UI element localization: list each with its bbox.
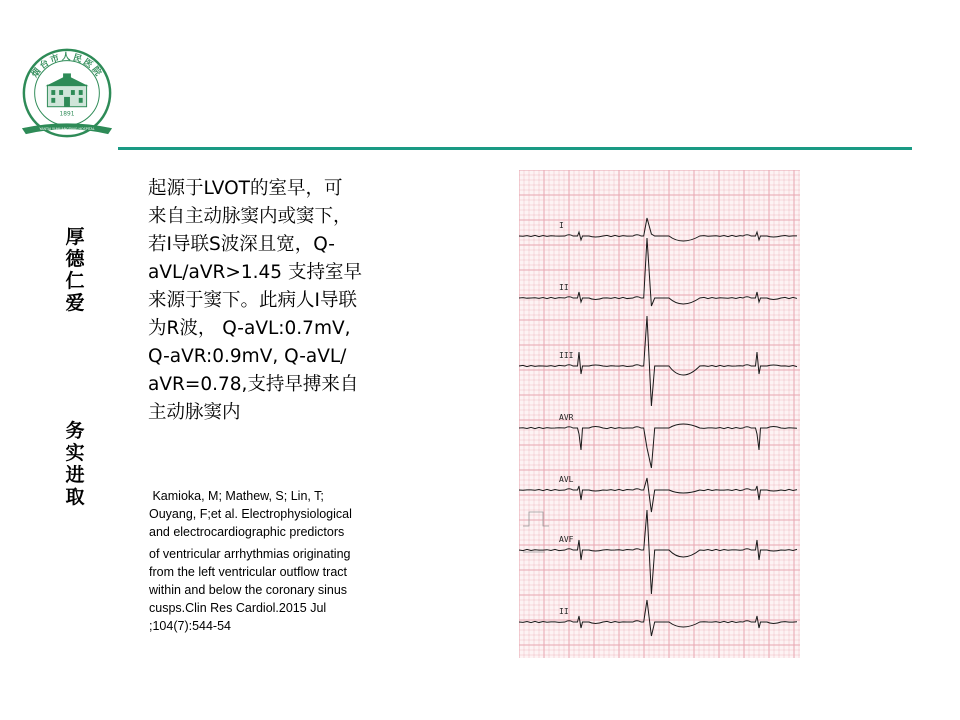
ecg-lead-label: I xyxy=(559,221,564,230)
reference-citation xyxy=(149,487,424,635)
motto-pragmatism xyxy=(62,420,88,508)
ecg-lead-label: III xyxy=(559,351,574,360)
motto-char: 务 xyxy=(65,420,85,442)
motto-char: 厚 xyxy=(65,226,85,248)
main-text-block xyxy=(148,175,432,427)
motto-char: 实 xyxy=(65,442,85,464)
ecg-lead-label: AVL xyxy=(559,475,574,484)
header-divider xyxy=(118,147,912,150)
reference-line: ;104(7):544-54 xyxy=(149,619,232,633)
main-text-line: 来自主动脉窦内或窦下， xyxy=(148,206,352,227)
main-text-line: aVR=0.78,支持早搏来自 xyxy=(148,374,359,395)
reference-line: and electrocardiographic predictors xyxy=(149,525,345,539)
logo-ribbon-text: YANTAI YUHUANGDING HOSPITAL xyxy=(39,127,95,132)
reference-line: Ouyang, F;et al. Electrophysiological xyxy=(149,507,352,521)
ecg-lead-label: AVF xyxy=(559,535,574,544)
ecg-lead-label: II xyxy=(559,607,569,616)
ecg-lead-label: II xyxy=(559,283,569,292)
reference-line: from the left ventricular outflow tract xyxy=(149,565,347,579)
main-text-line: 若I导联S波深且宽，Q- xyxy=(148,234,335,255)
logo-year: 1891 xyxy=(59,111,75,118)
reference-line: of ventricular arrhythmias originating xyxy=(149,547,351,561)
motto-char: 爱 xyxy=(65,292,85,314)
motto-virtue xyxy=(62,226,88,314)
motto-char: 仁 xyxy=(65,270,85,292)
main-text-line: 为R波， Q-aVL:0.7mV, xyxy=(148,318,351,339)
motto-char: 进 xyxy=(65,464,85,486)
reference-line: cusps.Clin Res Cardiol.2015 Jul xyxy=(149,601,327,615)
logo-arc-text: 烟台市人民医院 xyxy=(30,52,104,80)
hospital-logo xyxy=(18,44,116,142)
main-text-line: 主动脉窦内 xyxy=(148,402,241,423)
reference-line: within and below the coronary sinus xyxy=(149,583,348,597)
motto-char: 德 xyxy=(65,248,85,270)
main-text-line: 来源于窦下。此病人I导联 xyxy=(148,290,357,311)
main-text-line: aVL/aVR>1.45 支持室早 xyxy=(148,262,362,283)
ecg-lead-label: AVR xyxy=(559,413,574,422)
main-text-line: 起源于LVOT的室早，可 xyxy=(148,178,343,199)
motto-char: 取 xyxy=(65,486,85,508)
main-text-line: Q-aVR:0.9mV, Q-aVL/ xyxy=(148,346,347,367)
reference-line: Kamioka, M; Mathew, S; Lin, T; xyxy=(149,489,324,503)
ecg-strip-image xyxy=(519,170,800,658)
